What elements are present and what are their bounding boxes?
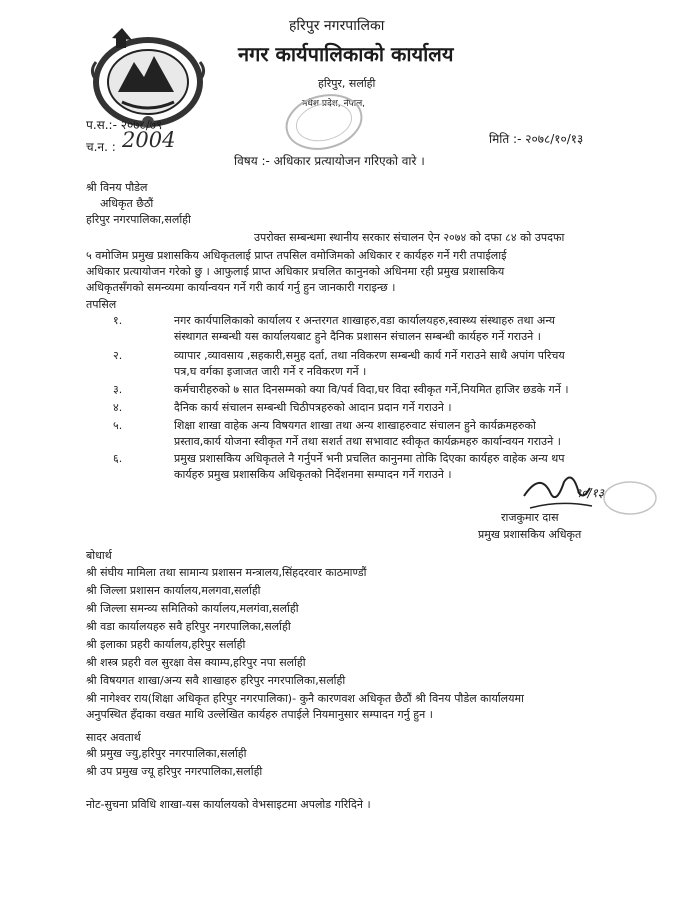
cc-line: श्री शस्त्र प्रहरी वल सुरक्षा वेस क्याम्प,हरिपुर नपा सर्लाही [86,656,306,669]
body-line: उपरोक्त सम्बन्धमा स्थानीय सरकार संचालन ऐन २०७४ को दफा ८४ को उपदफा [254,231,565,244]
cc-label: बोधार्थ [86,549,112,562]
item-line: कार्यहरु प्रमुख प्रशासकिय अधिकृतको निर्देशनमा सम्पादन गर्ने गराउने । [174,468,452,481]
info-label: सादर अवतार्थ [86,731,141,744]
cc-line: श्री इलाका प्रहरी कार्यालय,हरिपुर सर्लाही [86,638,246,651]
tapsil-label: तपसिल [86,298,117,311]
cc-line: श्री जिल्ला समन्व्य समितिको कार्यालय,मलगंवा,सर्लाही [86,602,299,615]
signatory-name: राजकुमार दास [501,511,559,524]
cc-line: अनुपस्थित हँदाका वखत माथि उल्लेखित कार्यहरु तपाईले नियमानुसार सम्पादन गर्नु हुन । [86,708,433,721]
recipient-name: श्री विनय पौडेल [86,181,148,194]
municipality-name: हरिपुर नगरपालिका [289,18,385,34]
dispatch-label: च.न. : [86,140,116,154]
subject-line: विषय :- अधिकार प्रत्यायोजन गरिएको वारे । [234,154,425,168]
cc-line: श्री वडा कार्यालयहरु सवै हरिपुर नगरपालिका,सर्लाही [86,620,291,633]
item-number: ३. [113,383,123,396]
body-line: अधिकृतसँगको समन्व्यमा कार्यान्वयन गर्ने गरी कार्य गर्नु हुन जानकारी गराइन्छ । [86,281,396,294]
item-line: प्रस्ताव,कार्य योजना स्वीकृत गर्ने तथा सशर्त तथा सभावाट स्वीकृत कार्यक्रमहरु कार्यान्वयन गराउने । [174,435,561,448]
footer-note: नोट-सुचना प्रविधि शाखा-यस कार्यालयको वेभसाइटमा अपलोड गरिदिने । [86,798,371,811]
item-line: शिक्षा शाखा वाहेक अन्य विषयगत शाखा तथा अन्य शाखाहरुवाट संचालन हुने कार्यक्रमहरुको [174,419,536,432]
body-line: ५ वमोजिम प्रमुख प्रशासकिय अधिकृतलाई प्राप्त तपसिल वमोजिमको अधिकार र कार्यहरु गर्ने गरी तपाईलाई [86,249,507,262]
office-name: नगर कार्यपालिकाको कार्यालय [238,42,454,66]
item-number: ५. [113,419,123,432]
office-stamp-icon [283,92,365,152]
cc-line: श्री नागेश्वर राय(शिक्षा अधिकृत हरिपुर नगरपालिका)- कुनै कारणवश अधिकृत छैठौं श्री विनय पौडेल कार्यालयमा [86,692,524,705]
dispatch-number: 2004 [122,128,176,152]
body-line: अधिकार प्रत्यायोजन गरेको छु । आफुलाई प्राप्त अधिकार प्रचलित कानुनको अधिनमा रही प्रमुख प्रशासकिय [86,265,505,278]
info-line: श्री उप प्रमुख ज्यू हरिपुर नगरपालिका,सर्लाही [86,765,263,778]
signatory-title: प्रमुख प्रशासकिय अधिकृत [478,528,582,541]
cc-line: श्री जिल्ला प्रशासन कार्यालय,मलगवा,सर्लाही [86,584,261,597]
signature-date: ९०/१३ [575,486,605,500]
item-line: व्यापार ,व्यावसाय ,सहकारी,समुह दर्ता, तथा नविकरण सम्बन्धी कार्य गर्ने गराउने साथै अपांग परिचय [174,349,565,362]
item-number: २. [113,349,123,362]
item-line: नगर कार्यपालिकाको कार्यालय र अन्तरगत शाखाहरु,वडा कार्यालयहरु,स्वास्थ्य संस्थाहरु तथा अन्य [174,314,555,327]
letter-date: मिति :- २०७८/१०/१३ [489,132,584,146]
item-line: दैनिक कार्य संचालन सम्बन्धी चिठीपत्रहरुको आदान प्रदान गर्ने गराउने । [174,401,452,414]
cc-line: श्री संघीय मामिला तथा सामान्य प्रशासन मन्त्रालय,सिंहदरवार काठमाण्डौं [86,566,367,579]
item-number: ४. [113,401,123,414]
info-line: श्री प्रमुख ज्यु,हरिपुर नगरपालिका,सर्लाही [86,747,247,760]
item-line: संस्थागत सम्बन्धी यस कार्यालयबाट हुने दैनिक प्रशासन संचालन सम्बन्धी कार्यहरु गर्ने गराउने । [174,330,541,343]
item-number: १. [113,314,123,327]
cc-line: श्री विषयगत शाखा/अन्य सवै शाखाहरु हरिपुर नगरपालिका,सर्लाही [86,674,346,687]
office-location: हरिपुर, सर्लाही [318,77,376,90]
item-line: कर्मचारीहरुको ७ सात दिनसम्मको क्या वि/पर्व विदा,घर विदा स्वीकृत गर्ने,नियमित हाजिर छडके गर्ने । [174,383,569,396]
item-line: पत्र,घ वर्गका इजाजत जारी गर्ने र नविकरण गर्ने । [174,365,367,378]
item-line: प्रमुख प्रशासकिय अधिकृतले नै गर्नुपर्ने भनी प्रचलित कानुनमा तोकि दिएका कार्यहरु वाहेक अन्य थप [174,452,565,465]
item-number: ६. [113,452,123,465]
office-province: मधेश प्रदेश, नेपाल, [302,99,366,109]
recipient-org: हरिपुर नगरपालिका,सर्लाही [86,213,191,226]
reference-number: प.स.:- २०७८/७९ [86,118,163,132]
recipient-title: अधिकृत छैठौं [100,197,154,210]
